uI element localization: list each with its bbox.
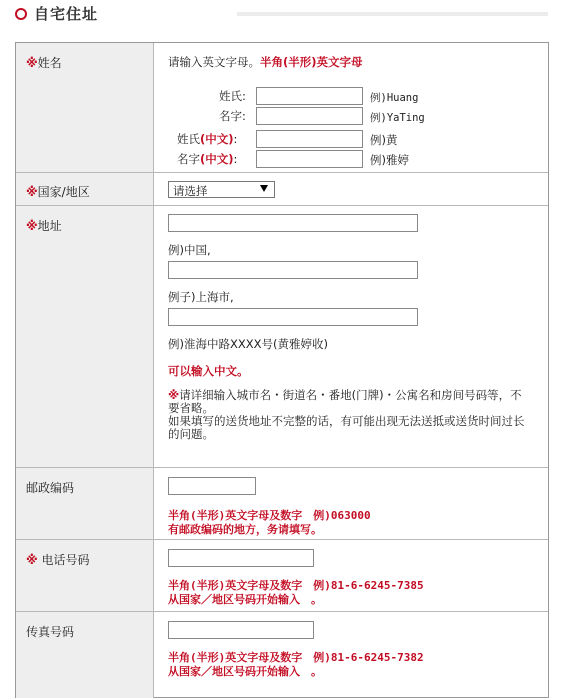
address-note: ※请详细输入城市名・街道名・番地(门牌)・公寓名和房间号码等，不 要省略。 如果填写的送货地址不完整的话，有可能出现无法送抵或送货时间过长 的问题。 <box>168 388 525 441</box>
given-name-label: 名字: <box>219 109 246 123</box>
phone-hint-2: 从国家／地区号码开始输入 。 <box>168 593 322 606</box>
fax-hint-2: 从国家／地区号码开始输入 。 <box>168 665 322 678</box>
surname-cn-label: 姓氏(中文): <box>177 132 238 146</box>
surname-input[interactable] <box>256 87 363 105</box>
circle-bullet-icon <box>15 8 27 20</box>
address-example-1: 例)中国, <box>168 243 211 257</box>
address-line3-input[interactable] <box>168 308 418 326</box>
given-name-example: 例)YaTing <box>370 112 425 124</box>
address-form <box>15 42 549 698</box>
postal-label-cell <box>16 468 154 539</box>
required-mark: ※ <box>26 185 38 199</box>
postal-hint-1: 半角(半形)英文字母及数字 例)063000 <box>168 509 371 522</box>
phone-row <box>16 540 548 612</box>
name-label: 姓名 <box>37 56 62 70</box>
address-label: 地址 <box>37 219 62 233</box>
given-name-cn-label: 名字(中文): <box>177 152 238 166</box>
postal-row <box>16 468 548 540</box>
name-label-cell <box>16 43 154 172</box>
section-title: 自宅住址 <box>34 5 99 23</box>
fax-label-cell <box>16 612 154 698</box>
country-row <box>16 173 548 206</box>
surname-cn-input[interactable] <box>256 130 363 148</box>
given-name-input[interactable] <box>256 107 363 125</box>
address-label-cell <box>16 206 154 467</box>
fax-label: 传真号码 <box>26 625 75 639</box>
country-select[interactable] <box>168 181 275 198</box>
address-example-3: 例)淮海中路XXXX号(黄雅婷收) <box>168 337 328 351</box>
given-name-cn-example: 例)雅婷 <box>370 153 409 167</box>
given-name-cn-input[interactable] <box>256 150 363 168</box>
dropdown-arrow-icon <box>260 185 268 192</box>
fax-row <box>16 612 548 698</box>
country-select-value: 请选择 <box>173 184 208 198</box>
postal-code-input[interactable] <box>168 477 256 495</box>
address-example-2: 例子)上海市, <box>168 290 234 304</box>
surname-label: 姓氏: <box>219 89 246 103</box>
header-divider <box>237 12 548 16</box>
postal-hint-2: 有邮政编码的地方，务请填写。 <box>168 523 322 536</box>
section-header <box>0 0 567 40</box>
required-mark: ※ <box>26 553 38 567</box>
phone-hint-1: 半角(半形)英文字母及数字 例)81-6-6245-7385 <box>168 579 424 592</box>
fax-input[interactable] <box>168 621 314 639</box>
phone-label: 电话号码 <box>37 553 90 567</box>
postal-label: 邮政编码 <box>26 481 75 495</box>
address-row <box>16 206 548 468</box>
required-mark: ※ <box>26 56 38 70</box>
address-line1-input[interactable] <box>168 214 418 232</box>
surname-cn-example: 例)黄 <box>370 133 398 147</box>
phone-label-cell <box>16 540 154 611</box>
surname-example: 例)Huang <box>370 92 419 104</box>
country-label: 国家/地区 <box>37 185 90 199</box>
name-hint: 请输入英文字母。半角(半形)英文字母 <box>168 55 363 69</box>
fax-hint-1: 半角(半形)英文字母及数字 例)81-6-6245-7382 <box>168 651 424 664</box>
phone-input[interactable] <box>168 549 314 567</box>
required-mark: ※ <box>26 219 38 233</box>
chinese-allowed-notice: 可以输入中文。 <box>168 364 249 378</box>
name-row <box>16 43 548 173</box>
address-line2-input[interactable] <box>168 261 418 279</box>
country-label-cell <box>16 173 154 205</box>
